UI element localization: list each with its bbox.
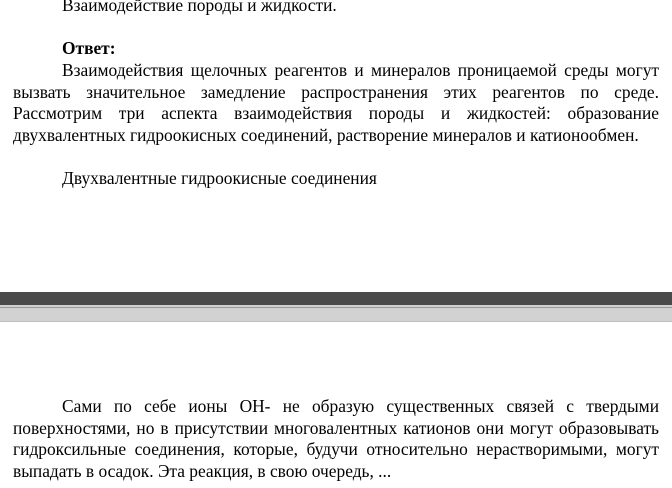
answer-paragraph: Взаимодействия щелочных реагентов и минералов проницаемой среды могут вызвать значительное замедление распространения этих реагентов по среде. Рассмотрим три аспекта взаимодействия породы и жидкостей: образование двухвалентных гидроокисных соединений, растворение минералов и катионообмен. [13, 60, 659, 145]
previous-line: Взаимодействие породы и жидкости. [62, 0, 337, 15]
page-break-separator [0, 292, 672, 322]
subheading-line: Двухвалентные гидроокисные соединения [62, 168, 377, 188]
separator-line [0, 307, 672, 308]
continuation-paragraph: Сами по себе ионы ОН- не образую существенных связей с твердыми поверхностями, но в присутствии многовалентных катионов они могут образовывать гидроксильные соединения, которые, будучи относительно нерастворимыми, могут выпадать в осадок. Эта реакция, в свою очередь, ... [13, 396, 659, 481]
answer-heading: Ответ: [62, 38, 116, 58]
document-page-bottom [0, 322, 672, 488]
